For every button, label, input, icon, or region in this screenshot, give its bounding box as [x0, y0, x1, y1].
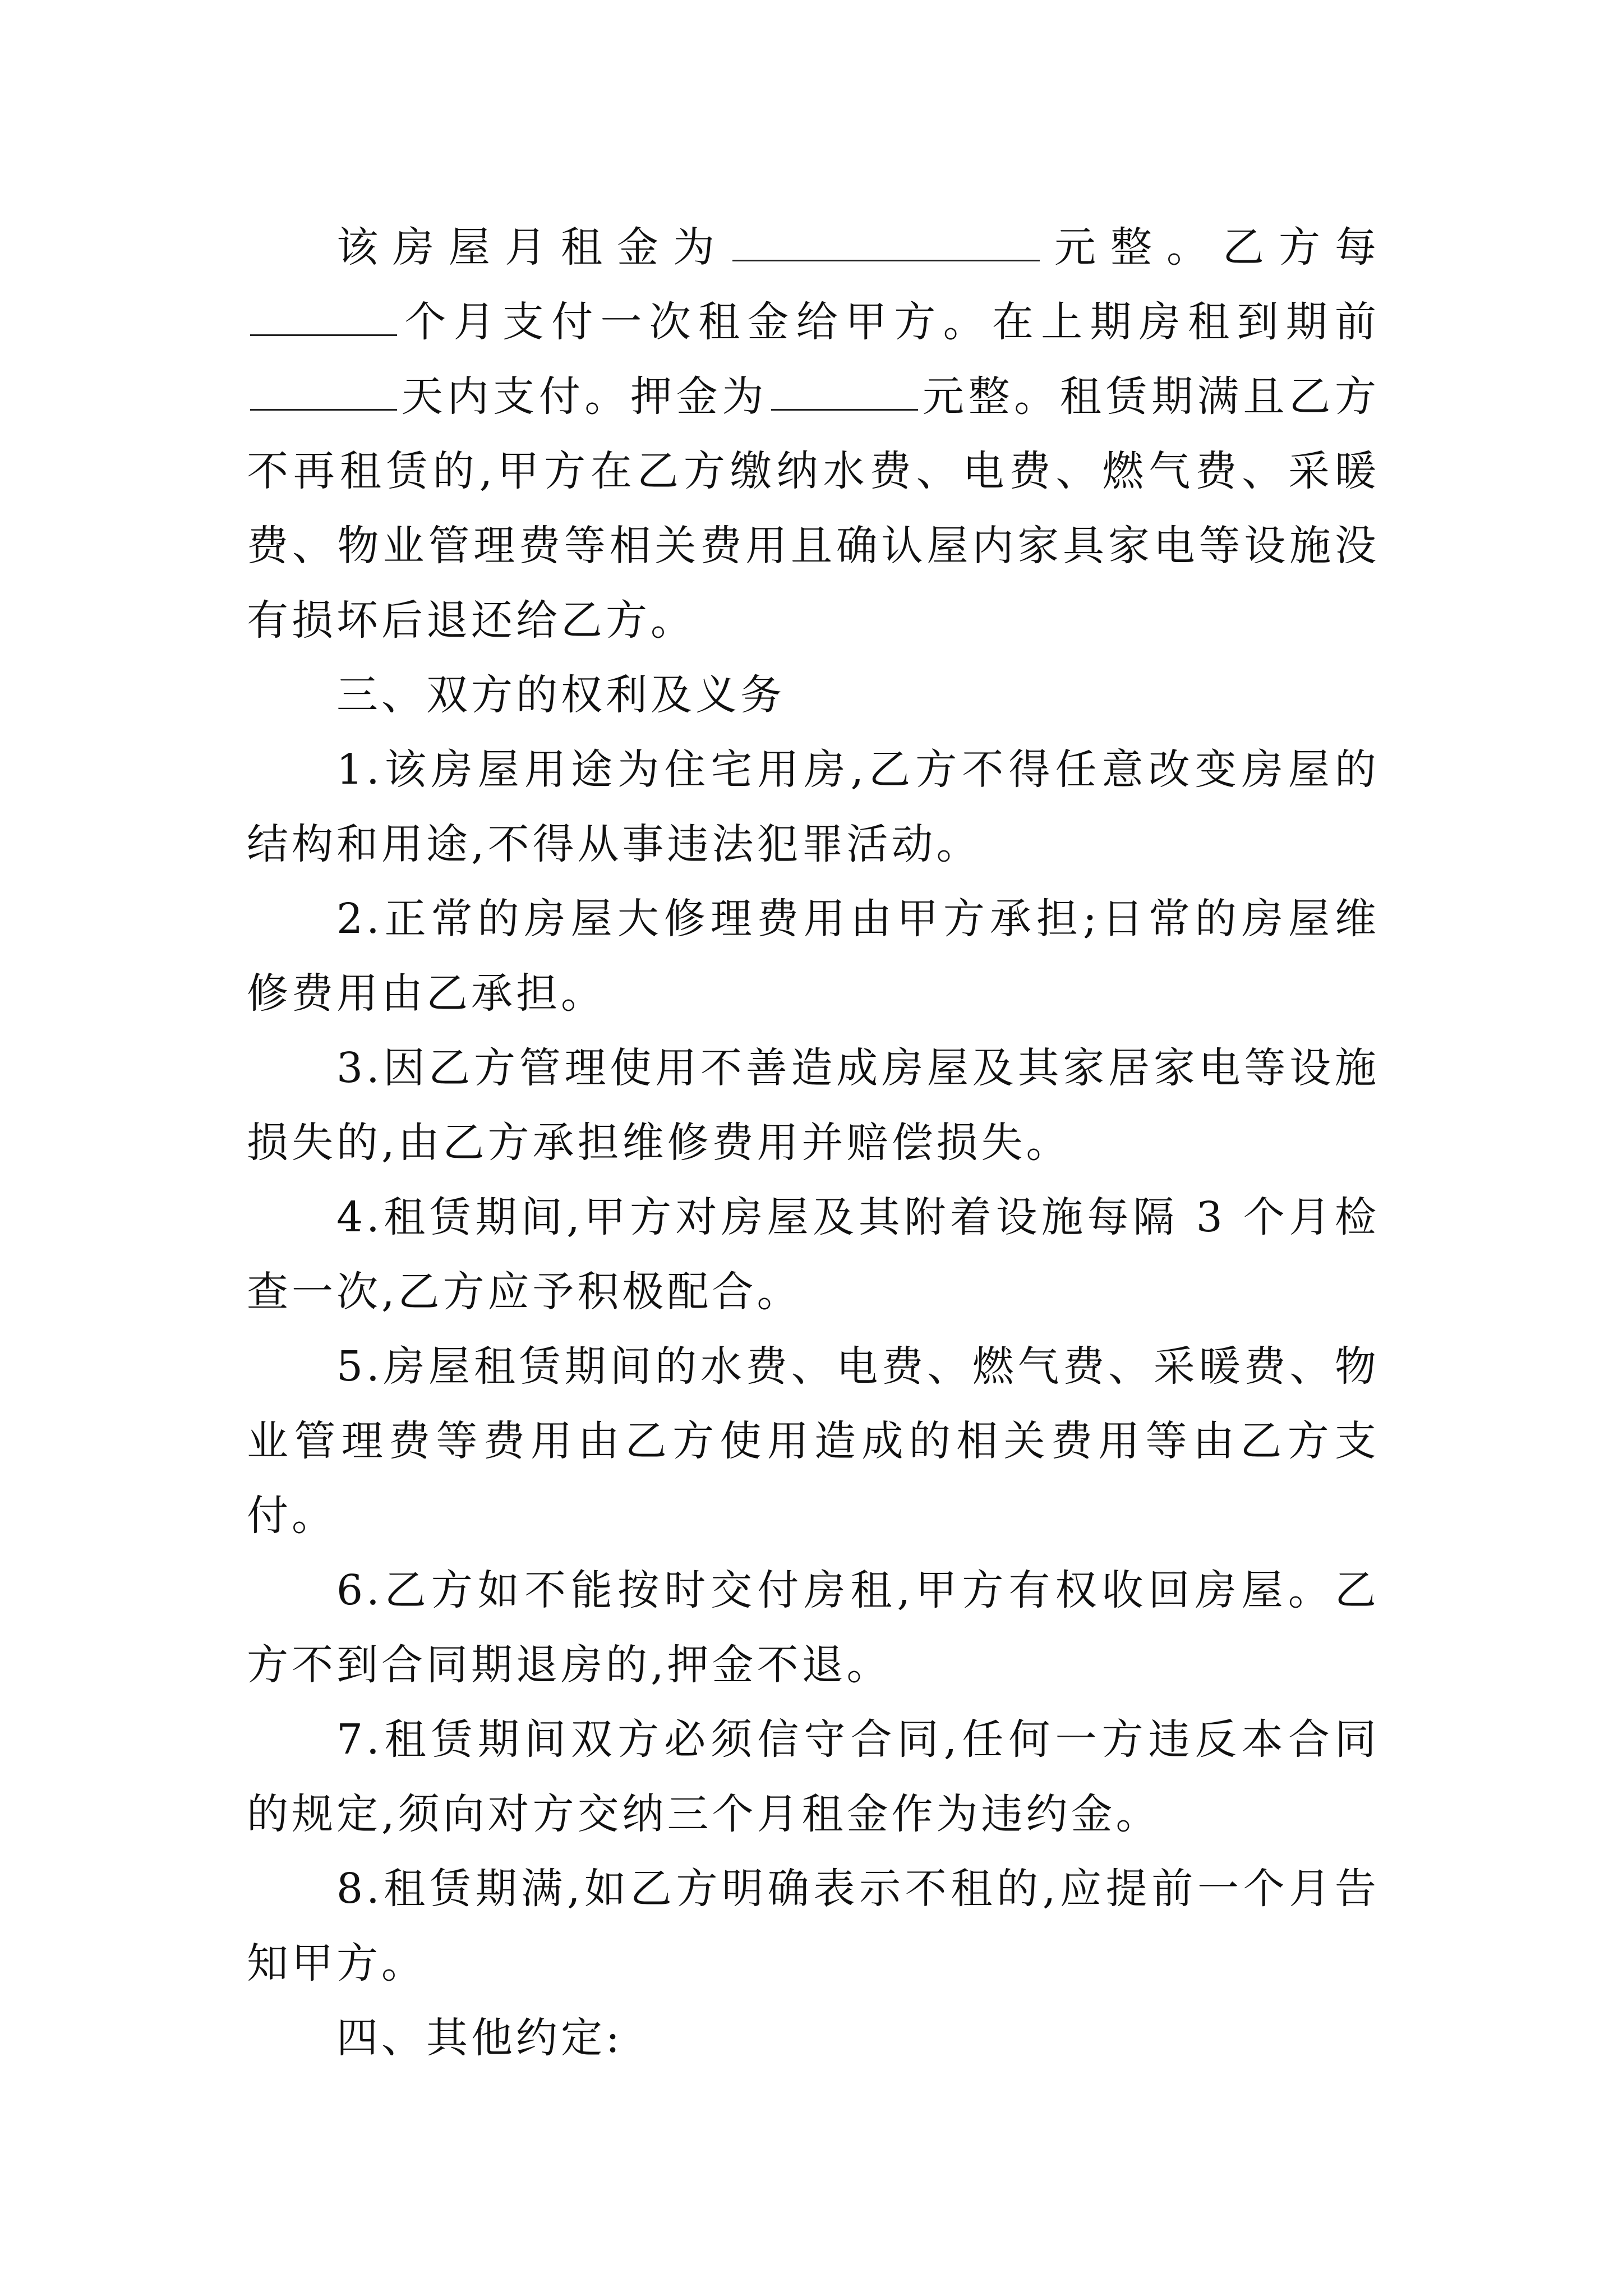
contract-paragraph [247, 1852, 1380, 2001]
contract-paragraph [247, 733, 1380, 882]
paragraph-text: 1.该房屋用途为住宅用房,乙方不得任意改变房屋的结构和用途,不得从事违法犯罪活动。 [247, 746, 1380, 868]
paragraph-text: 8.租赁期满,如乙方明确表示不租的,应提前一个月告知甲方。 [247, 1865, 1380, 1987]
paragraph-text: 3.因乙方管理使用不善造成房屋及其家居家电等设施损失的,由乙方承担维修费用并赔偿损失。 [247, 1044, 1380, 1167]
fill-in-blank [250, 293, 397, 336]
contract-paragraph [247, 210, 1380, 658]
contract-paragraph [247, 1553, 1380, 1703]
contract-body [247, 210, 1380, 2076]
paragraph-text: 6.乙方如不能按时交付房租,甲方有权收回房屋。乙方不到合同期退房的,押金不退。 [247, 1566, 1380, 1689]
fill-in-blank [732, 218, 1040, 261]
paragraph-text: 四、其他约定: [336, 2014, 623, 2062]
fill-in-blank [771, 367, 918, 411]
paragraph-text: 该房屋月租金为 [336, 223, 729, 272]
contract-paragraph [247, 1180, 1380, 1329]
paragraph-text: 个月支付一次租金给甲方。在上期房租到期前 [400, 298, 1380, 346]
paragraph-text: 5.房屋租赁期间的水费、电费、燃气费、采暖费、物业管理费等费用由乙方使用造成的相关费用等由乙方支付。 [247, 1342, 1380, 1540]
contract-paragraph [247, 1329, 1380, 1553]
contract-paragraph [247, 882, 1380, 1031]
contract-paragraph [247, 1031, 1380, 1180]
paragraph-text: 天内支付。押金为 [400, 372, 768, 421]
paragraph-text: 4.租赁期间,甲方对房屋及其附着设施每隔 3 个月检查一次,乙方应予积极配合。 [247, 1193, 1380, 1316]
contract-paragraph [247, 2001, 1380, 2076]
paragraph-text: 元整。乙方每 [1043, 223, 1380, 272]
paragraph-text: 三、双方的权利及义务 [336, 671, 785, 719]
paragraph-text: 2.正常的房屋大修理费用由甲方承担;日常的房屋维修费用由乙承担。 [247, 895, 1380, 1018]
contract-paragraph [247, 658, 1380, 733]
paragraph-text: 7.租赁期间双方必须信守合同,任何一方违反本合同的规定,须向对方交纳三个月租金作为违约金。 [247, 1715, 1380, 1838]
fill-in-blank [250, 367, 397, 411]
paragraph-text: 元整。租赁期满且乙方不再租赁的,甲方在乙方缴纳水费、电费、燃气费、采暖费、物业管理费等相关费用且确认屋内家具家电等设施没有损坏后退还给乙方。 [247, 372, 1380, 645]
contract-paragraph [247, 1703, 1380, 1852]
